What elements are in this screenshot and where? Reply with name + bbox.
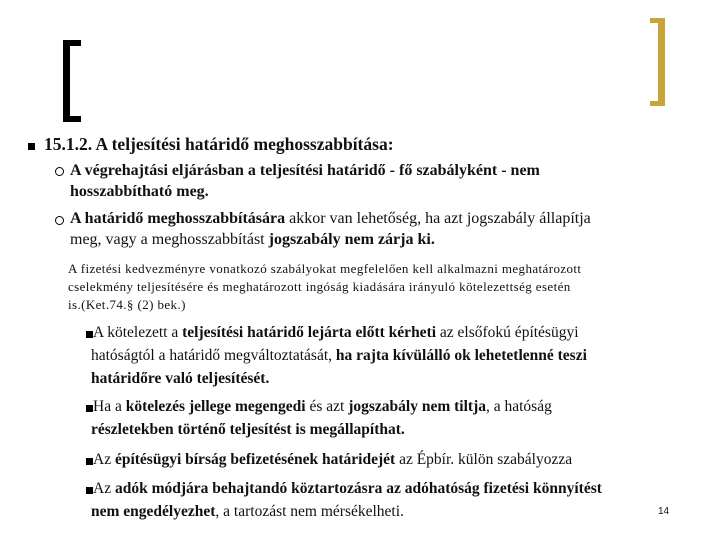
- item4-line1: Az adók módjára behajtandó köztartozásra az adóhatóság fizetési könnyítést: [93, 480, 602, 497]
- item4-line2: nem engedélyezhet, a tartozást nem mérsékelheti.: [91, 503, 404, 520]
- note-line3: is.(Ket.74.§ (2) bek.): [68, 297, 186, 312]
- note-line1: A fizetési kedvezményre vonatkozó szabályokat megfelelően kell alkalmazni meghatározott: [68, 261, 582, 276]
- square-bullet-icon: [86, 331, 93, 338]
- circle-bullet-icon: [55, 167, 64, 176]
- square-bullet-icon: [86, 458, 93, 465]
- circle-bullet-icon: [55, 216, 64, 225]
- right-bracket-bottom: [650, 101, 665, 106]
- item1-line3: határidőre való teljesítését.: [91, 370, 270, 387]
- right-bracket-top: [650, 18, 665, 23]
- left-bracket-top: [63, 40, 81, 46]
- section-heading: [44, 134, 394, 155]
- item2-line2: részletekben történő teljesítést is megállapíthat.: [91, 421, 405, 438]
- heading-number: 15.1.2.: [44, 134, 93, 154]
- square-bullet-icon: [28, 143, 35, 150]
- sub2-line1: A határidő meghosszabbítására akkor van lehetőség, ha azt jogszabály állapítja: [70, 210, 591, 227]
- heading-title: A teljesítési határidő meghosszabbítása:: [95, 134, 394, 154]
- note-line2: cselekmény teljesítésére és meghatározott ingóság kiadására irányuló kötelezettség esetén: [68, 279, 571, 294]
- item2-line1: Ha a kötelezés jellege megengedi és azt jogszabály nem tiltja, a hatóság: [93, 398, 552, 415]
- sub1-line2: hosszabbítható meg.: [70, 183, 209, 200]
- page-number: 14: [658, 506, 670, 517]
- sub1-line1: A végrehajtási eljárásban a teljesítési határidő - fő szabályként - nem: [70, 162, 540, 179]
- item1-line1: A kötelezett a teljesítési határidő lejárta előtt kérheti az elsőfokú építésügyi: [93, 324, 579, 341]
- item3-line1: Az építésügyi bírság befizetésének határidejét az Épbír. külön szabályozza: [93, 451, 573, 468]
- right-bracket: [658, 18, 665, 106]
- left-bracket-bottom: [63, 116, 81, 122]
- square-bullet-icon: [86, 487, 93, 494]
- sub2-line2: meg, vagy a meghosszabbítást jogszabály nem zárja ki.: [70, 231, 435, 248]
- item1-line2: hatóságtól a határidő megváltoztatását, ha rajta kívülálló ok lehetetlenné teszi: [91, 347, 587, 364]
- square-bullet-icon: [86, 405, 93, 412]
- left-bracket: [63, 40, 70, 122]
